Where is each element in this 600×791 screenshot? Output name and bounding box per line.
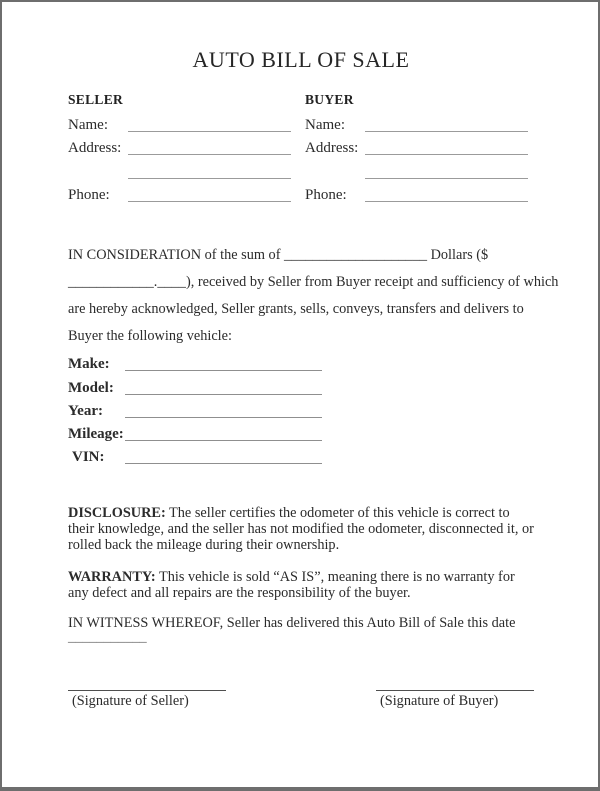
seller-address-label: Address: <box>68 140 122 156</box>
buyer-column <box>305 92 528 204</box>
parties-section <box>68 92 534 204</box>
vehicle-make-row <box>68 350 534 373</box>
seller-name-input-line[interactable] <box>128 131 291 132</box>
seller-signature-caption: (Signature of Seller) <box>72 693 189 710</box>
seller-fields <box>68 110 291 204</box>
disclosure-label: DISCLOSURE: <box>68 505 166 522</box>
buyer-name-input-line[interactable] <box>365 131 528 132</box>
warranty-label: WARRANTY: <box>68 569 156 586</box>
consideration-line-1: IN CONSIDERATION of the sum of ____________________ Dollars ($ <box>68 247 489 263</box>
seller-phone-input-line[interactable] <box>128 201 291 202</box>
seller-name-label: Name: <box>68 116 108 133</box>
buyer-name-row <box>305 110 528 134</box>
vehicle-year-label: Year: <box>68 402 103 419</box>
buyer-phone-input-line[interactable] <box>365 201 528 202</box>
buyer-phone-label: Phone: <box>305 187 347 203</box>
warranty-text: This vehicle is sold “AS IS”, meaning there is no warranty for any defect and all repairs are the responsibility of the buyer. <box>68 569 515 601</box>
buyer-phone-row <box>305 181 528 205</box>
witness-clause: IN WITNESS WHEREOF, Seller has delivered this Auto Bill of Sale this date <box>68 615 516 632</box>
vehicle-mileage-label: Mileage: <box>68 426 124 443</box>
buyer-signature-block <box>376 690 534 710</box>
seller-phone-row <box>68 181 291 205</box>
consideration-paragraph <box>68 242 559 350</box>
seller-address-input-line[interactable] <box>128 154 291 155</box>
vehicle-vin-input-line[interactable] <box>125 463 322 464</box>
consideration-line-2: ____________.____), received by Seller from Buyer receipt and sufficiency of which <box>68 274 559 290</box>
seller-column <box>68 92 291 204</box>
buyer-address2-row <box>305 157 528 181</box>
buyer-address-input-line[interactable] <box>365 154 528 155</box>
seller-name-row <box>68 110 291 134</box>
seller-address2-row <box>68 157 291 181</box>
vehicle-mileage-input-line[interactable] <box>125 440 322 441</box>
vehicle-year-row <box>68 397 534 420</box>
vehicle-make-input-line[interactable] <box>125 370 322 371</box>
warranty-paragraph <box>68 570 534 601</box>
buyer-address-label: Address: <box>305 140 359 156</box>
vehicle-vin-row <box>68 443 534 466</box>
vehicle-make-label: Make: <box>68 356 110 373</box>
seller-header: SELLER <box>68 92 124 107</box>
buyer-fields <box>305 110 528 204</box>
buyer-name-label: Name: <box>305 116 345 133</box>
vehicle-model-label: Model: <box>68 379 114 396</box>
vehicle-model-input-line[interactable] <box>125 394 322 395</box>
buyer-signature-caption: (Signature of Buyer) <box>380 693 499 710</box>
vehicle-vin-label: VIN: <box>72 449 105 466</box>
vehicle-mileage-row <box>68 420 534 443</box>
disclosure-paragraph <box>68 506 534 553</box>
buyer-address-row <box>305 134 528 158</box>
seller-address-row <box>68 134 291 158</box>
vehicle-year-input-line[interactable] <box>125 417 322 418</box>
disclosure-text: The seller certifies the odometer of this vehicle is correct to their knowledge, and the seller has not modified the odometer, disconnected it, or rolled back the mileage during their ownership. <box>68 505 534 553</box>
page-title: AUTO BILL OF SALE <box>192 47 410 72</box>
buyer-header: BUYER <box>305 92 354 107</box>
buyer-signature-input-line[interactable] <box>376 690 534 691</box>
witness-date-input-line[interactable]: ___________ <box>68 629 147 646</box>
seller-address2-input-line[interactable] <box>128 178 291 179</box>
vehicle-section <box>68 350 534 466</box>
consideration-line-4: Buyer the following vehicle: <box>68 328 232 344</box>
seller-phone-label: Phone: <box>68 187 110 203</box>
signatures-section <box>68 690 534 710</box>
seller-signature-input-line[interactable] <box>68 690 226 691</box>
consideration-line-3: are hereby acknowledged, Seller grants, sells, conveys, transfers and delivers to <box>68 301 524 317</box>
seller-signature-block <box>68 690 226 710</box>
buyer-address2-input-line[interactable] <box>365 178 528 179</box>
vehicle-model-row <box>68 373 534 396</box>
